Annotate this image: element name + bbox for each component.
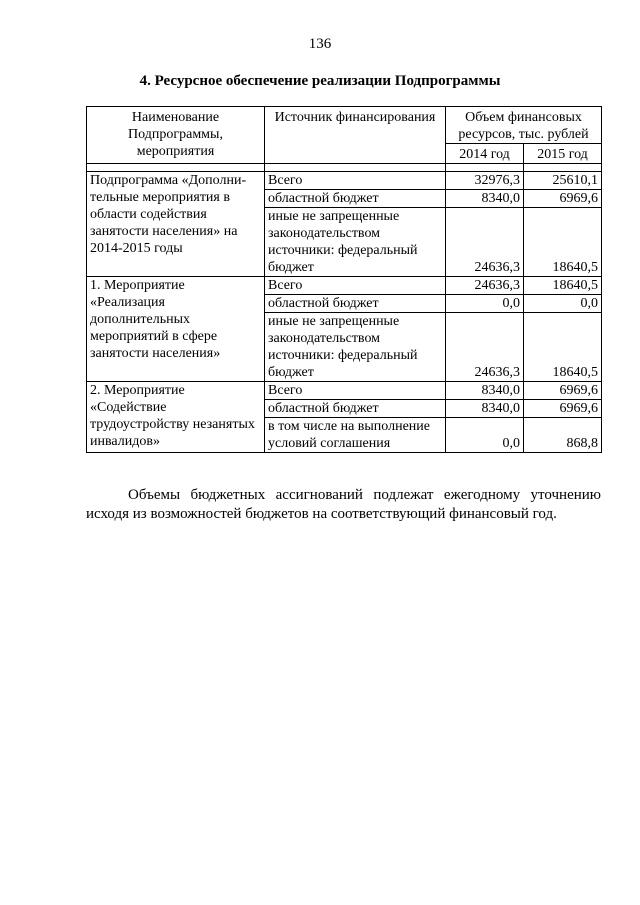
value-2014: 0,0	[446, 418, 524, 453]
value-2014: 24636,3	[446, 277, 524, 295]
value-2015: 868,8	[524, 418, 602, 453]
group-name: 2. Мероприятие «Содействие трудоустройству незанятых инвалидов»	[87, 382, 265, 453]
source-cell: в том числе на выполнение условий соглашения	[265, 418, 446, 453]
header-year-2015: 2015 год	[524, 144, 602, 164]
source-cell: иные не запрещенные законодательством источники: федеральный бюджет	[265, 313, 446, 382]
value-2015: 18640,5	[524, 277, 602, 295]
value-2015: 0,0	[524, 295, 602, 313]
source-cell: областной бюджет	[265, 190, 446, 208]
value-2014: 32976,3	[446, 172, 524, 190]
value-2015: 18640,5	[524, 313, 602, 382]
header-year-2014: 2014 год	[446, 144, 524, 164]
value-2014: 0,0	[446, 295, 524, 313]
source-cell: иные не запрещенные законодательством источники: федеральный бюджет	[265, 208, 446, 277]
group-name: Подпрограмма «Дополни-тельные мероприятия в области содействия занятости населения» на 2014-2015 годы	[87, 172, 265, 277]
source-cell: Всего	[265, 172, 446, 190]
value-2015: 25610,1	[524, 172, 602, 190]
resource-table	[86, 106, 602, 453]
header-volume: Объем финансовых ресурсов, тыс. рублей	[446, 107, 602, 144]
page-number: 136	[308, 36, 332, 52]
source-cell: Всего	[265, 382, 446, 400]
group-name: 1. Мероприятие «Реализация дополнительных мероприятий в сфере занятости населения»	[87, 277, 265, 382]
budget-note: Объемы бюджетных ассигнований подлежат ежегодному уточнению исходя из возможностей бюджетов на соответствующий финансовый год.	[86, 487, 601, 522]
value-2014: 24636,3	[446, 313, 524, 382]
value-2014: 8340,0	[446, 382, 524, 400]
value-2015: 18640,5	[524, 208, 602, 277]
value-2014: 8340,0	[446, 190, 524, 208]
value-2014: 24636,3	[446, 208, 524, 277]
value-2015: 6969,6	[524, 382, 602, 400]
value-2015: 6969,6	[524, 190, 602, 208]
value-2015: 6969,6	[524, 400, 602, 418]
source-cell: Всего	[265, 277, 446, 295]
section-title: 4. Ресурсное обеспечение реализации Подпрограммы	[139, 73, 501, 89]
source-cell: областной бюджет	[265, 400, 446, 418]
header-name: Наименование Подпрограммы, мероприятия	[87, 107, 265, 164]
header-source: Источник финансирования	[265, 107, 446, 164]
value-2014: 8340,0	[446, 400, 524, 418]
source-cell: областной бюджет	[265, 295, 446, 313]
